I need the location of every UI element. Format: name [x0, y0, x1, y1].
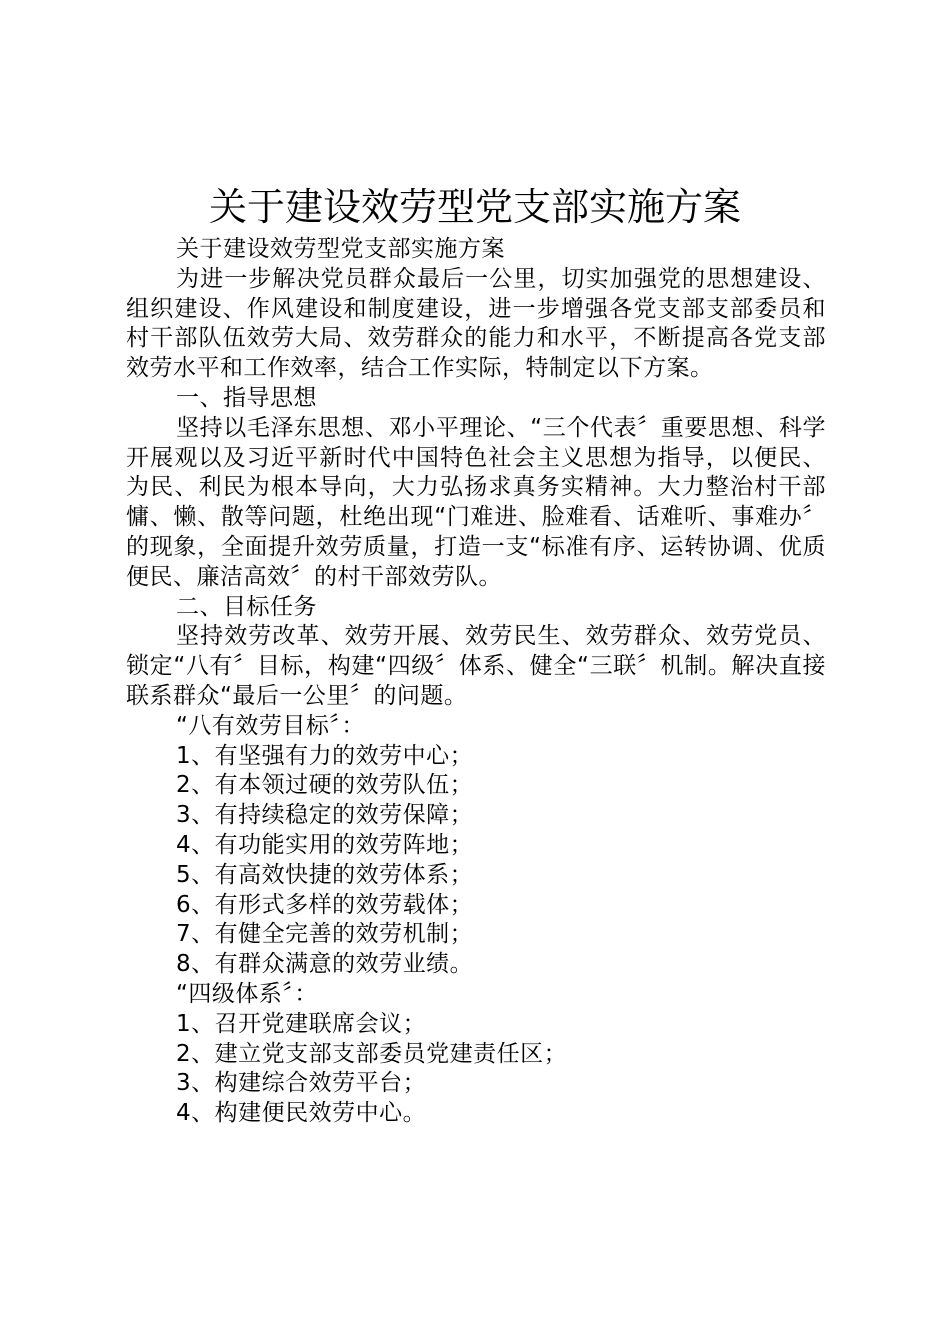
list-item: 3、有持续稳定的效劳保障；	[176, 802, 474, 829]
paragraph-objectives: 坚持效劳改革、效劳开展、效劳民生、效劳群众、效劳党员、锁定“八有〞目标，构建“四级〞体系、健全“三联〞机制。解决直接联系群众“最后一公里〞的问题。	[126, 623, 826, 709]
paragraph-guiding-ideology: 坚持以毛泽东思想、邓小平理论、“三个代表〞重要思想、科学开展观以及习近平新时代中国特色社会主义思想为指导，以便民、为民、利民为根本导向，大力弘扬求真务实精神。大力整治村干部慵、懒、散等问题，杜绝出现“门难进、脸难看、话难听、事难办〞的现象，全面提升效劳质量，打造一支“标准有序、运转协调、优质便民、廉洁高效〞的村干部效劳队。	[126, 414, 826, 590]
list-item: 2、有本领过硬的效劳队伍；	[176, 772, 474, 799]
list-item: 1、有坚强有力的效劳中心；	[176, 742, 474, 769]
document-body	[126, 235, 826, 1129]
list-item: 5、有高效快捷的效劳体系；	[176, 861, 474, 888]
list-item: 2、建立党支部支部委员党建责任区；	[176, 1040, 568, 1067]
section-heading-objectives: 二、目标任务	[176, 593, 317, 620]
list-heading-eight-goals: “八有效劳目标〞：	[176, 712, 365, 739]
paragraph-subtitle: 关于建设效劳型党支部实施方案	[176, 236, 505, 262]
list-item: 6、有形式多样的效劳载体；	[176, 891, 474, 918]
list-item: 8、有群众满意的效劳业绩。	[176, 951, 474, 978]
document-title: 关于建设效劳型党支部实施方案	[208, 185, 741, 229]
list-item: 7、有健全完善的效劳机制；	[176, 921, 474, 948]
list-item: 4、有功能实用的效劳阵地；	[176, 831, 474, 858]
list-item: 4、构建便民效劳中心。	[176, 1100, 427, 1127]
list-heading-four-levels: “四级体系〞：	[176, 980, 318, 1007]
list-item: 3、构建综合效劳平台；	[176, 1070, 427, 1097]
section-heading-guiding-ideology: 一、指导思想	[176, 384, 317, 411]
list-item: 1、召开党建联席会议；	[176, 1010, 427, 1037]
paragraph-intro: 为进一步解决党员群众最后一公里，切实加强党的思想建设、组织建设、作风建设和制度建设，进一步增强各党支部支部委员和村干部队伍效劳大局、效劳群众的能力和水平，不断提高各党支部效劳水平和工作效率，结合工作实际，特制定以下方案。	[126, 265, 826, 382]
